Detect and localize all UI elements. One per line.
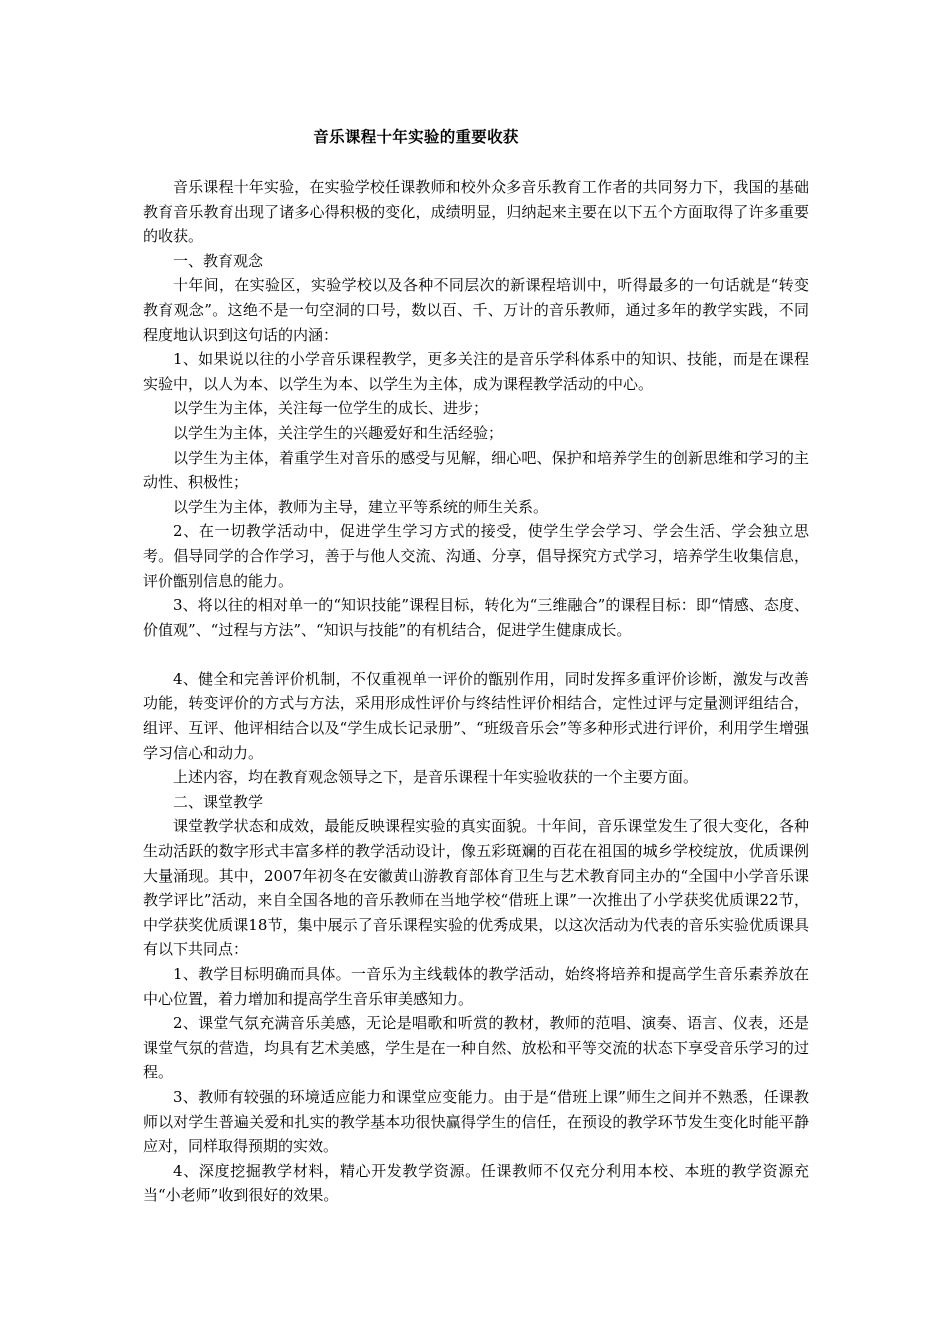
paragraph: 2、课堂气氛充满音乐美感，无论是唱歌和听赏的教材，教师的范唱、演奏、语言、仪表，还是课堂气氛的营造，均具有艺术美感，学生是在一种自然、放松和平等交流的状态下享受音乐学习的过程。 [143,1014,809,1082]
paragraph-intro: 音乐课程十年实验，在实验学校任课教师和校外众多音乐教育工作者的共同努力下，我国的基础教育音乐教育出现了诸多心得积极的变化，成绩明显，归纳起来主要在以下五个方面取得了许多重要的收获。 [143,178,809,246]
paragraph: 以学生为主体，着重学生对音乐的感受与见解，细心吧、保护和培养学生的创新思维和学习的主动性、积极性； [143,448,809,492]
paragraph: 十年间，在实验区，实验学校以及各种不同层次的新课程培训中，听得最多的一句话就是“转变教育观念”。这绝不是一句空洞的口号，数以百、千、万计的音乐教师，通过多年的教学实践，不同程度地认识到这句话的内涵： [143,276,809,344]
section-heading-1: 一、教育观念 [173,251,264,270]
paragraph: 2、在一切教学活动中，促进学生学习方式的接受，使学生学会学习、学会生活、学会独立思考。倡导同学的合作学习，善于与他人交流、沟通、分享，倡导探究方式学习，培养学生收集信息，评价甑别信息的能力。 [143,522,809,590]
document-title: 音乐课程十年实验的重要收获 [313,127,519,146]
paragraph: 以学生为主体，教师为主导，建立平等系统的师生关系。 [173,497,549,516]
paragraph: 课堂教学状态和成效，最能反映课程实验的真实面貌。十年间，音乐课堂发生了很大变化，各种生动活跃的数字形式丰富多样的教学活动设计，像五彩斑斓的百花在祖国的城乡学校绽放，优质课例大量涌现。其中，2007年初冬在安徽黄山游教育部体育卫生与艺术教育同主办的“全国中小学音乐课教学评比”活动，来自全国各地的音乐教师在当地学校“借班上课”一次推出了小学获奖优质课22节，中学获奖优质课18节，集中展示了音乐课程实验的优秀成果，以这次活动为代表的音乐实验优质课具有以下共同点： [143,817,809,959]
section-heading-2: 二、课堂教学 [173,792,264,811]
paragraph: 3、将以往的相对单一的“知识技能”课程目标，转化为“三维融合”的课程目标：即“情感、态度、价值观”、“过程与方法”、“知识与技能”的有机结合，促进学生健康成长。 [143,596,809,639]
paragraph: 4、深度挖掘教学材料，精心开发教学资源。任课教师不仅充分利用本校、本班的教学资源充当“小老师”收到很好的效果。 [143,1161,809,1205]
paragraph: 1、教学目标明确而具体。一音乐为主线载体的教学活动，始终将培养和提高学生音乐素养放在中心位置，着力增加和提高学生音乐审美感知力。 [143,965,809,1008]
document-body [143,175,809,1208]
paragraph: 以学生为主体，关注每一位学生的成长、进步； [173,399,489,418]
paragraph: 3、教师有较强的环境适应能力和课堂应变能力。由于是“借班上课”师生之间并不熟悉，任课教师以对学生普遍关爱和扎实的教学基本功很快赢得学生的信任，在预设的教学环节发生变化时能平静应对，同样取得预期的实效。 [143,1087,809,1156]
paragraph: 上述内容，均在教育观念领导之下，是音乐课程十年实验收获的一个主要方面。 [173,768,699,787]
paragraph: 以学生为主体，关注学生的兴趣爱好和生活经验； [173,423,504,442]
paragraph: 1、如果说以往的小学音乐课程教学，更多关注的是音乐学科体系中的知识、技能，而是在课程实验中，以人为本、以学生为本、以学生为主体，成为课程教学活动的中心。 [143,350,809,393]
paragraph: 4、健全和完善评价机制，不仅重视单一评价的甑别作用，同时发挥多重评价诊断，激发与改善功能，转变评价的方式与方法，采用形成性评价与终结性评价相结合，定性过评与定量测评组结合，组评、互评、他评相结合以及“学生成长记录册”、“班级音乐会”等多种形式进行评价，利用学生增强学习信心和动力。 [143,669,809,762]
